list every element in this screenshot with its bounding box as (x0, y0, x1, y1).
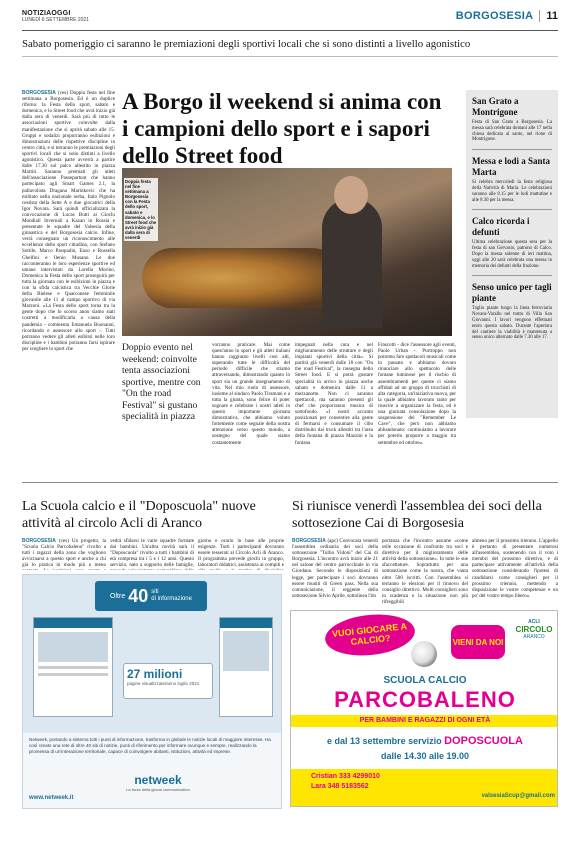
brief-text: Ultima celebrazione questa sera per la festa di san Gervasio, patrono di Calco. Dopo la messa solenne di ieri mattina, oggi alle 20 sarà celebrata una messa in memoria dei defunti della frazione. (472, 240, 552, 269)
phone-1[interactable]: Cristian 333 4299010 (311, 773, 380, 780)
parcobaleno-title: PARCOBALENO (334, 687, 516, 712)
section-header (456, 10, 558, 22)
speech-bubble-2: VIENI DA NOI (451, 625, 505, 659)
mockup-header (220, 618, 272, 628)
brief-title: San Grato a Montrigone (472, 96, 519, 117)
grill-shape (142, 248, 342, 308)
phone-2[interactable]: Lara 348 5183562 (311, 783, 369, 790)
main-article-col1 (22, 90, 115, 470)
netweek-logo (103, 773, 213, 792)
cai-col3: almeno per il prossimo triennio. L'appello è pertanto di presentare numerosi all'assemblea, sostenendo con il voto i membri del prossimo direttivo, e di partecipare attivamente all'attività della sottosezione considerando l'ipotesi di candidarsi come consiglieri per il prossimo triennio, mettendo a disposizione le vostre competenze e un po' del vostro tempo libero». (472, 538, 558, 599)
cai-col2: portanza che l'incontro assume «come utile occasione di confronto tra soci e direttivo per il miglioramento delle attività della sottosezione». In tutte le sue sfaccettature. Soprattutto per una sottosezione come la nostra, che vanta oltre 500 iscritti. Con l'assemblea si terranno le elezioni per il rinnovo del consiglio direttivo. Molti consiglieri sono in scadenza e la situazione non più rifreggibili (382, 538, 468, 605)
calcio-col2: vedrà sfidarsi le varie squadre formate dai bambini. Un'altra novità sarà il "Doposcuola" rivolto a tutti i bambini di età compresa tra i 5 e i 12 anni. Questo servizio, nato a supporto delle famiglie, (110, 538, 194, 569)
brief-item (472, 282, 552, 341)
netweek-logo-text: netweek (134, 773, 182, 787)
acli-logo-text: CIRCOLO (515, 625, 553, 634)
doposcuola-line (291, 735, 558, 747)
mockup-line (38, 666, 108, 669)
soccer-ball-icon (411, 641, 437, 667)
brand-name: NOTIZIAOGGI (22, 10, 71, 17)
brief-text: Festa di San Grato a Borgosesia. La messa sarà celebrata domani alle 17 nella chiesa dedicata al santo, nel rione di Montrigone. (472, 120, 552, 143)
sites-badge (95, 581, 207, 611)
brief-item (472, 156, 552, 203)
sites-label (151, 589, 192, 603)
acli-logo-sub: ARANCO (523, 634, 545, 640)
scuola-label: SCUOLA CALCIO (383, 675, 467, 686)
section-name: BORGOSESIA (455, 10, 534, 22)
issue-date: LUNEDÌ 6 SETTEMBRE 2021 (22, 17, 89, 23)
main-headline: A Borgo il weekend si anima con i campioni dello sport e i sapori dello Street food (122, 89, 442, 168)
article-tag: BORGOSESIA (292, 538, 326, 544)
section-divider (22, 482, 558, 483)
brief-item (472, 216, 552, 269)
brief-divider (472, 275, 552, 276)
brief-title: Messa e lodi a Santa Marta (472, 156, 551, 177)
sites-count: 40 (128, 585, 149, 606)
netweek-url[interactable]: www.netweek.it (29, 795, 74, 801)
cai-col1 (292, 538, 378, 606)
netweek-logo-sub: La forza della glocal communication (126, 787, 190, 792)
oltre-label: Oltre (110, 592, 126, 600)
brief-divider (472, 209, 552, 210)
brief-text: Taglio piante lungo la linea ferroviaria Novara-Varallo nel tratto di Villa San Giovanni. I lavori vengono effettuati entro questa sabato. Durante l'apertura del cantiere la viabilità è mantenuta a senso unico alternato dalle 7.30 alle 17. (472, 306, 552, 341)
article-tag: BORGOSESIA (22, 90, 56, 96)
brief-item (472, 96, 552, 143)
kicker: Sabato pomeriggio ci saranno le premiazioni degli sportivi locali che si sono distinti a livello agonistico (22, 38, 471, 50)
mockup-image (223, 631, 269, 671)
tablet-mockup-icon (219, 617, 273, 717)
person-head-shape (334, 176, 368, 214)
person-shape (322, 198, 382, 328)
calcio-headline: La Scuola calcio e il "Doposcuola" nuove attività al circolo Acli di Aranco (22, 499, 256, 531)
doposcuola-label: DOPOSCUOLA (444, 735, 523, 747)
calcio-col1 (22, 538, 106, 570)
pull-quote: Doppio evento nel weekend: coinvolte tenta associazioni sportive, mentre con "On the road Festival" si gustano specialità in piazza (122, 342, 201, 422)
hours-line: dalle 14.30 alle 19.00 (380, 751, 470, 761)
street-food-photo (122, 168, 452, 336)
visits-sub: pagine visualizzate/anno luglio 2021 (127, 681, 200, 686)
calcio-col3: giorno e orario in base alle proprie esigenze. Tutti i partecipanti dovranno essere tesserati al Circolo Acli di Aranco. Il programma prevede giochi in gruppo, laboratori didattici, assistenza ai compiti e (198, 538, 284, 569)
main-article-col2: vorranno praticare. Mai come quest'anno lo sport e gli atleti italiani hanno raggiunto livelli così alti, superando tutte le difficoltà del periodo difficile che stiamo attraversando, dimostrando quanto lo sport sia un grande insegnamento di vita. Nel mio ruolo di assessore, insieme al sindaco Paolo Tiramani e a tutta la giunta, sono felice di poter sognare e celebrare i nostri atleti in questo importante giornata dimostrativa, che abbiamo voluto fortemente come segnale della nostra attenzione verso questo mondo, a sostegno del quale siamo costantemente (212, 342, 290, 446)
main-article-col4: Frascotti - dice l'assessore agli eventi, Paolo Urban -. Purtroppo non potremo fare spettacoli musicali come in passato e abbiamo dovuto rinunciare allo spettacolo delle fontane luminose per il rischio di assembramenti per queste ci siamo affidati ad un gruppo di trucchisti di alta categoria, un'iniziativa nuova, per la quale abbiamo lavorato tanto per riuscire a organizzare la festa, ed è una giornata consolazione dopo la sospensione del "Remember Le Cave", che però non abbiamo abbandonato: continuiamo a lavorare per poterlo proporre a maggio tra settembre ed ottobre». (378, 342, 456, 446)
netweek-ad[interactable] (22, 574, 282, 809)
calcio-col1-text: (ces) Un progetto, la "Scuola Calcio Parcobaleno" rivolto a tutti i ragazzi della zona che vogliono avvicinarsi a questo sport e anche a chi già lo pratica in modo più o meno (22, 538, 106, 569)
scuola-calcio-ad[interactable] (290, 610, 558, 807)
mockup-image (38, 632, 108, 662)
page-number: 11 (539, 10, 558, 22)
acli-logo (513, 619, 555, 659)
mockup-line (38, 673, 108, 676)
contact-email[interactable]: valsesiaScup@gmail.com (481, 793, 555, 799)
main-article-col1-text: (ces) Doppia festa nel fine settimana a Borgosesia. Ed è un duplice riforno: la Festa dello sport, sabato e domenica, e lo Street food che avrà inizio già dalla sera di venerdì. Sarà più di tutto le associazioni sportive coinvolte dalla manifestazione che si aprirà sabato alle 15. Gruppi e sodalizi proporranno esibizioni e dimostrazioni delle rispettive discipline in centro città, e si terranno le premiazioni degli sportivi locali che si sono distinti a livello agonistico. Questa parte avverrà a partire dalle 17.30 sul palco allestito in piazza Martiri. Saranno premiati gli atleti dell'associazione Passepartout che hanno partecipato agli Smart Games 2.1, la pallavolista Dragana Marinkovic che ha militato nella nazionale serba, Italo Pignolo cestista della Sette A e due giocatrici della Igor Novara. Sarà quindi ufficializzata la convocazione di Lucas Butti ai Giochi Mondiali Invernali a Kazan in Russia e presentate le squadre del Valsesia della ginnastica e del Borgosesia calcio. Infine, verrà consegnato un riconoscimento alle eccellenze dello sport cittadino, con Stefano Sottile, Marco Pasqualin, Enzo e Rossella Ghelfini e Ilenio Musano. Le due racconteranno le loro esperienze sportive ed umane intervistati da Lorella Morino, Domenica la Festa dello sport proseguirà per tutta la giornata con le esibizioni in piazza e con la sfida calcistica tra Vecchie Glorie della Bielese e Quarconese femminile giovanile alle 11 al campo sportivo di via Marzoni. «La Festa dello sport torna tra la gente dopo che lo scorso anno siamo stati costretti a modificarla a causa della pandemia - commenta Emanuela Buonanni, ricordando e assessore allo sport -. Tutti potranno vedere gli atleti esibirsi nelle loro discipline e i bambini potranno farsi ispirare per scegliere lo sport che (22, 90, 115, 352)
brief-text: Si celebra mercoledì la festa religiosa della Natività di Maria. Le celebrazioni saranno alle 8.15 per le lodi mattutine e alle 8.30 per la messa. (472, 180, 552, 203)
kicker-rule (22, 56, 558, 57)
cai-headline: Si riunisce venerdì l'assemblea dei soci della sottosezione Cai di Borgosesia (292, 499, 542, 531)
siti-label: siti (151, 589, 159, 595)
speech-bubble-1: VUOI GIOCARE A CALCIO? (323, 610, 417, 659)
brief-title: Senso unico per tagli piante (472, 282, 552, 303)
brief-divider (472, 149, 552, 150)
sidebar-briefs (466, 90, 558, 418)
photo-caption: Doppia festa nel fine settimana a Borgosesia con la Festa dello sport, sabato e domenica, e lo Street food che avrà inizio già dalla sera di venerdì (125, 179, 157, 241)
ad-subtitle: PER BAMBINI E RAGAZZI DI OGNI ETÀ (291, 715, 558, 727)
phone-mockup-icon (33, 617, 113, 717)
date-line-pre: e dal 13 settembre servizio (327, 736, 442, 746)
ad-visual-area (23, 575, 281, 733)
netweek-body: Netweek, portando a sistema tutti i punti di informazione, trasforma in globale le notizie locali di maggiore interesse. Ha così creato una rete di oltre 40 siti di notizie, punti di riferimento per informare ovunque e sempre, realizzando la promessa di un'interazione territoriale, capace di coinvolgere abitanti, istituzioni, attività ed imprese. (29, 737, 271, 754)
acli-logo-top: ACLI (528, 619, 540, 625)
cai-col1-text: (apc) Convocata venerdì l'assemblea ordinaria dei soci della sottosezione "Tullio Vidoni" del Cai di Borgosesia. L'incontro avrà inizio alle 21 nel salone del centro parrocchiale in via Giordano. Secondo le disposizioni di legge, per partecipare i soci dovranno essere muniti di Green pass. Nella sua comunicazione, il reggente della sottosezione Silvio Aprile, sottolinea l'im (292, 538, 378, 599)
visits-box (123, 663, 213, 699)
header-rule (22, 30, 558, 31)
di-informazione-label: di informazione (151, 596, 192, 602)
mockup-header (34, 618, 112, 628)
article-tag: BORGOSESIA (22, 538, 56, 544)
brief-title: Calco ricorda i defunti (472, 216, 530, 237)
masthead (22, 10, 89, 23)
main-article-col3: impegnati nella cura e nel miglioramento delle strutture e degli impianti sportivi della città». Si partirà già venerdì dalle 18 con "On the road Festival", la rassegna dello Street food. E si potrà gustare specialità in arrivo in piazza anche sabato e domenica dalle 11 a mezzanotte. Non ci saranno spettacoli, ma saranno presenti gli chef che proporranno musica di sottofondo. «I nostri accanto posizionati per consentire alla gente di fermarsi e consumare il cibo distribuito dai truck allestiti tra l'area della fontana di piazza Mazzini e la fontana (295, 342, 373, 446)
visits-count: 27 milioni (127, 667, 183, 681)
